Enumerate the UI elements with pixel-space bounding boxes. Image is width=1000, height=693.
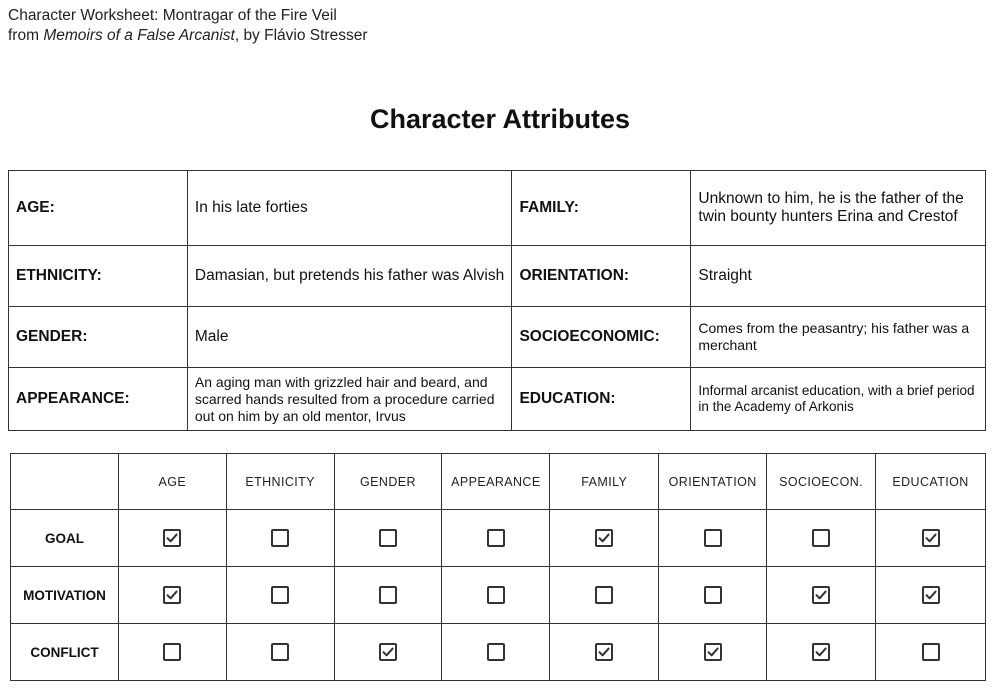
orientation-label: ORIENTATION: xyxy=(512,246,691,307)
goal-age-checkbox[interactable] xyxy=(163,529,181,547)
age-value: In his late forties xyxy=(187,171,512,246)
appearance-value: An aging man with grizzled hair and beard, and scarred hands resulted from a procedure carried out on him by an old mentor, Irvus xyxy=(187,368,512,431)
goal-socioecon-checkbox[interactable] xyxy=(812,529,830,547)
conflict-appearance-checkbox[interactable] xyxy=(487,643,505,661)
motivation-family-checkbox[interactable] xyxy=(595,586,613,604)
checkmark-stroke xyxy=(600,534,609,541)
checkmark-icon xyxy=(814,588,828,602)
checkmark-stroke xyxy=(168,591,177,598)
attribute-row xyxy=(9,368,986,431)
motivation-socioecon-checkbox[interactable] xyxy=(812,586,830,604)
conflict-education-checkbox[interactable] xyxy=(922,643,940,661)
worksheet-header xyxy=(8,6,367,46)
conflict-gender-checkbox[interactable] xyxy=(379,643,397,661)
checkmark-icon xyxy=(706,645,720,659)
orientation-value: Straight xyxy=(691,246,986,307)
motivation-education-checkbox[interactable] xyxy=(922,586,940,604)
grid-row-conflict xyxy=(11,624,986,681)
goal-ethnicity-checkbox[interactable] xyxy=(271,529,289,547)
age-label: AGE: xyxy=(9,171,188,246)
checkmark-icon xyxy=(381,645,395,659)
book-title: Memoirs of a False Arcanist xyxy=(43,27,235,44)
socioeconomic-label: SOCIOECONOMIC: xyxy=(512,307,691,368)
page-title: Character Attributes xyxy=(369,104,631,134)
checkmark-stroke xyxy=(817,591,826,598)
appearance-label: APPEARANCE: xyxy=(9,368,188,431)
checkmark-icon xyxy=(597,645,611,659)
ethnicity-value: Damasian, but pretends his father was Alvish xyxy=(187,246,512,307)
motivation-appearance-checkbox[interactable] xyxy=(487,586,505,604)
motivation-age-checkbox[interactable] xyxy=(163,586,181,604)
checkmark-stroke xyxy=(926,534,935,541)
goal-gender-checkbox[interactable] xyxy=(379,529,397,547)
column-header: AGE xyxy=(118,454,226,510)
checkmark-stroke xyxy=(926,591,935,598)
worksheet-title-line: Character Worksheet: Montragar of the Fire Veil xyxy=(8,7,337,24)
grid-corner-cell xyxy=(11,454,119,510)
attribute-row xyxy=(9,171,986,246)
column-header: SOCIOECON. xyxy=(767,454,876,510)
conflict-socioecon-checkbox[interactable] xyxy=(812,643,830,661)
goal-motivation-conflict-grid xyxy=(10,453,986,681)
motivation-gender-checkbox[interactable] xyxy=(379,586,397,604)
goal-orientation-checkbox[interactable] xyxy=(704,529,722,547)
row-label-motivation: MOTIVATION xyxy=(11,567,119,624)
grid-row-motivation xyxy=(11,567,986,624)
checkmark-stroke xyxy=(708,648,717,655)
attribute-row xyxy=(9,307,986,368)
family-label: FAMILY: xyxy=(512,171,691,246)
conflict-age-checkbox[interactable] xyxy=(163,643,181,661)
column-header: APPEARANCE xyxy=(442,454,550,510)
checkmark-stroke xyxy=(600,648,609,655)
column-header: FAMILY xyxy=(550,454,659,510)
conflict-family-checkbox[interactable] xyxy=(595,643,613,661)
grid-row-goal xyxy=(11,510,986,567)
column-header: ETHNICITY xyxy=(226,454,334,510)
source-line xyxy=(8,26,367,46)
checkmark-stroke xyxy=(384,648,393,655)
column-header: GENDER xyxy=(334,454,442,510)
education-value: Informal arcanist education, with a brief period in the Academy of Arkonis xyxy=(691,368,986,431)
ethnicity-label: ETHNICITY: xyxy=(9,246,188,307)
checkmark-icon xyxy=(814,645,828,659)
motivation-orientation-checkbox[interactable] xyxy=(704,586,722,604)
gender-label: GENDER: xyxy=(9,307,188,368)
gender-value: Male xyxy=(187,307,512,368)
conflict-orientation-checkbox[interactable] xyxy=(704,643,722,661)
conflict-ethnicity-checkbox[interactable] xyxy=(271,643,289,661)
source-author: , by Flávio Stresser xyxy=(234,27,368,44)
checkmark-icon xyxy=(165,531,179,545)
checkmark-icon xyxy=(924,588,938,602)
column-header: ORIENTATION xyxy=(659,454,767,510)
goal-education-checkbox[interactable] xyxy=(922,529,940,547)
socioeconomic-value: Comes from the peasantry; his father was a merchant xyxy=(691,307,986,368)
grid-header-row xyxy=(11,454,986,510)
attribute-row xyxy=(9,246,986,307)
family-value: Unknown to him, he is the father of the twin bounty hunters Erina and Crestof xyxy=(691,171,986,246)
checkmark-icon xyxy=(924,531,938,545)
education-label: EDUCATION: xyxy=(512,368,691,431)
row-label-conflict: CONFLICT xyxy=(11,624,119,681)
checkmark-icon xyxy=(597,531,611,545)
column-header: EDUCATION xyxy=(876,454,986,510)
row-label-goal: GOAL xyxy=(11,510,119,567)
source-prefix: from xyxy=(8,27,44,44)
attributes-table xyxy=(8,170,986,431)
checkmark-stroke xyxy=(168,534,177,541)
goal-appearance-checkbox[interactable] xyxy=(487,529,505,547)
motivation-ethnicity-checkbox[interactable] xyxy=(271,586,289,604)
checkmark-icon xyxy=(165,588,179,602)
goal-family-checkbox[interactable] xyxy=(595,529,613,547)
checkmark-stroke xyxy=(817,648,826,655)
